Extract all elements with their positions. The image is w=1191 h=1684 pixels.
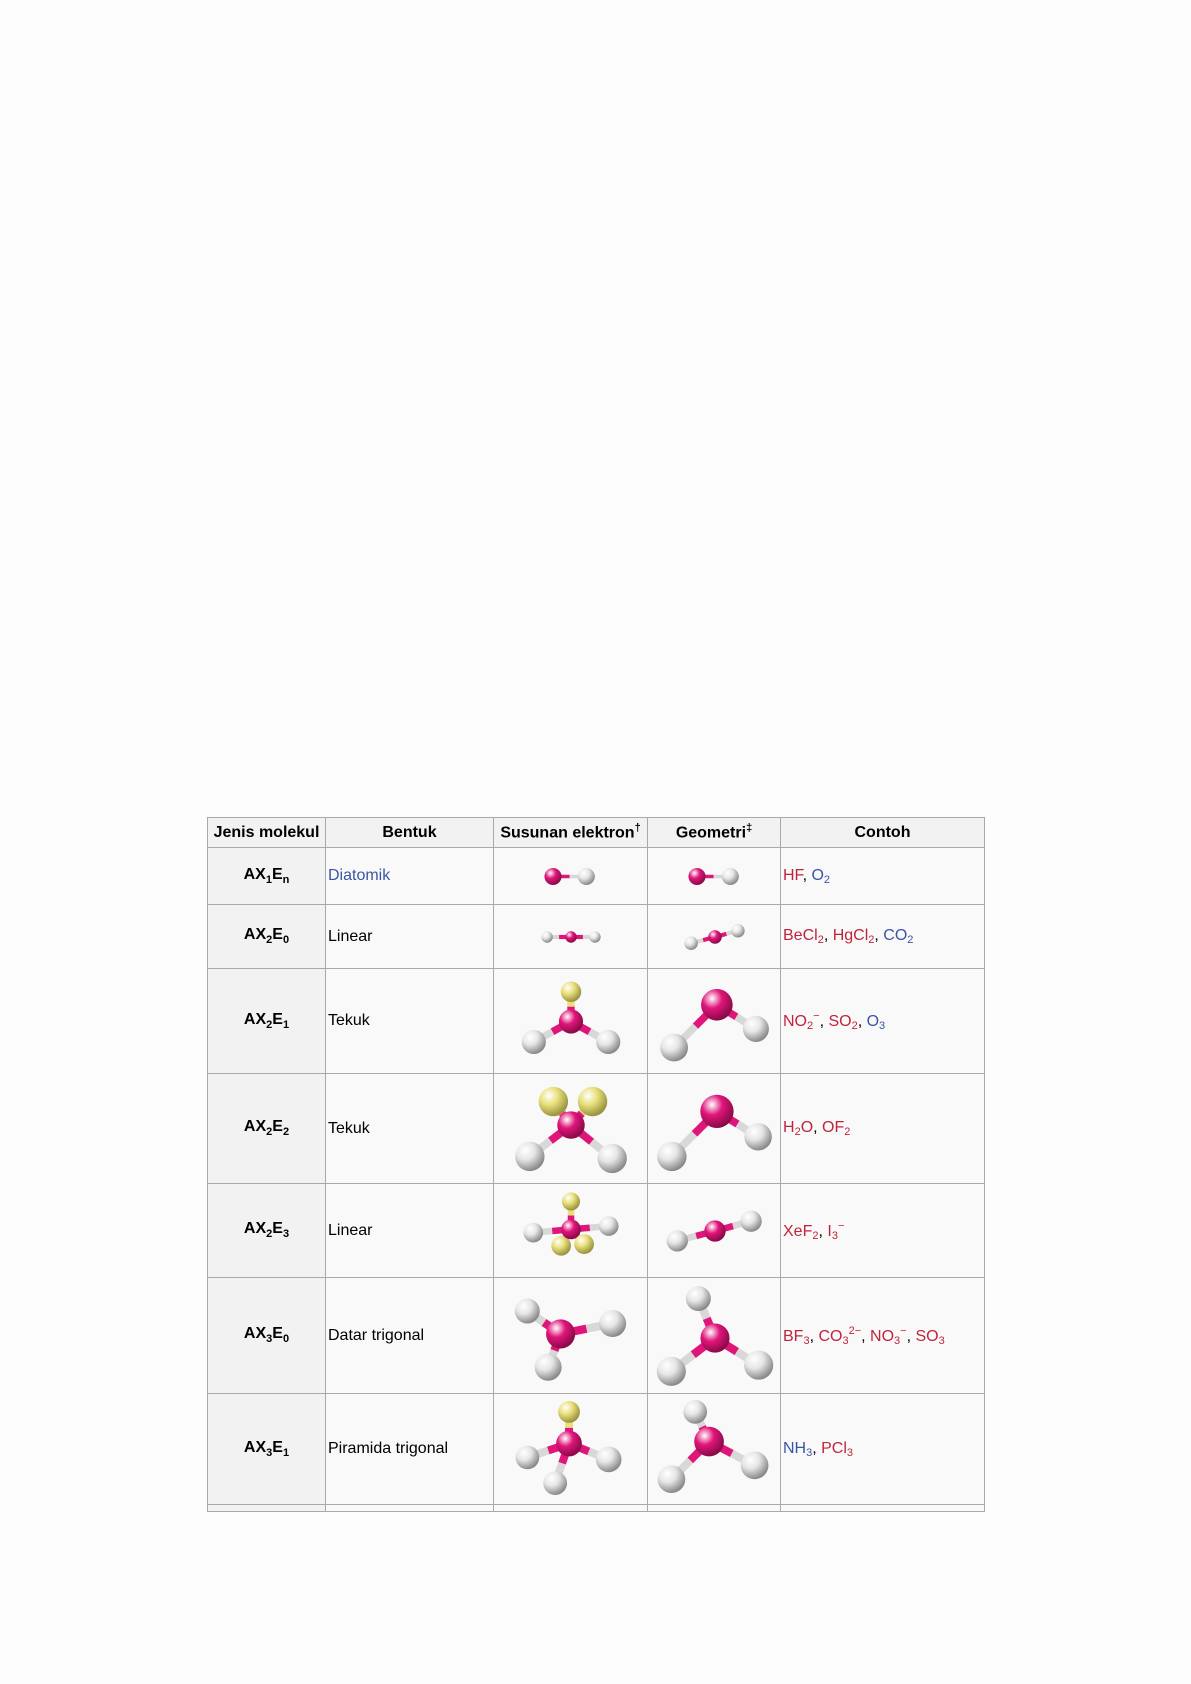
shape-cell: Tekuk <box>326 1074 494 1184</box>
formula-subscript: 2 <box>817 934 824 946</box>
molecule-model-tetrahedral-one-lone[interactable] <box>506 1400 636 1499</box>
molecule-type-cell <box>208 905 326 969</box>
type-e-count: 2 <box>282 1126 290 1139</box>
formula-text: BF <box>783 1327 804 1345</box>
formula-superscript: − <box>900 1324 907 1337</box>
type-x-count: 2 <box>266 934 273 947</box>
shape-cell: Tekuk <box>326 969 494 1074</box>
formula-text: NO <box>870 1327 895 1345</box>
lone-pair <box>561 1192 579 1210</box>
geometry-image-cell <box>648 905 781 969</box>
electron-arrangement-image-cell <box>494 1278 648 1394</box>
formula-subscript: 3 <box>806 1446 813 1459</box>
type-x-count: 2 <box>266 1019 273 1032</box>
formula-text: O <box>866 1013 880 1030</box>
ligand-atom <box>740 1210 761 1231</box>
shape-cell: Piramida trigonal <box>326 1394 494 1505</box>
ligand-atom <box>657 1141 686 1170</box>
ligand-atom <box>595 1446 621 1472</box>
molecule-type-cell <box>208 848 326 905</box>
table-row <box>208 1184 985 1278</box>
table-row <box>208 848 985 905</box>
type-ax: AX <box>243 1220 267 1238</box>
ligand-atom <box>686 1286 711 1311</box>
ligand-atom <box>667 1230 688 1251</box>
table-header-row <box>208 818 985 848</box>
type-e: E <box>271 865 283 883</box>
molecule-model-diatomic[interactable] <box>506 854 636 899</box>
double-dagger-footnote-mark[interactable]: ‡ <box>746 822 753 835</box>
electron-arrangement-image-cell <box>494 1074 648 1184</box>
type-x-count: 1 <box>265 874 272 887</box>
table-row <box>208 1278 985 1394</box>
molecule-model-pyramidal[interactable] <box>650 1400 780 1499</box>
example-compound-link[interactable] <box>783 927 824 944</box>
table-row <box>208 905 985 969</box>
formula-text: PCl <box>821 1439 847 1457</box>
example-compound-link[interactable] <box>783 1440 812 1457</box>
formula-subscript: 2 <box>868 934 875 946</box>
central-atom <box>694 1426 724 1456</box>
example-separator: , <box>857 1013 867 1030</box>
formula-subscript: 2 <box>823 873 831 886</box>
truncated-cell <box>781 1505 985 1512</box>
example-separator: , <box>906 1327 916 1345</box>
vsepr-geometry-table <box>207 817 985 1512</box>
molecule-type-cell <box>208 1278 326 1394</box>
formula-text: H <box>783 1119 795 1136</box>
molecule-type-cell <box>208 1184 326 1278</box>
dagger-footnote-mark[interactable]: † <box>634 822 641 835</box>
lone-pair <box>558 1400 580 1422</box>
formula-subscript: 3 <box>842 1334 849 1347</box>
formula-text: OF <box>822 1119 845 1136</box>
electron-arrangement-image-cell <box>494 969 648 1074</box>
molecule-model-trigonal-planar[interactable] <box>506 1284 636 1388</box>
geometry-image-cell <box>648 1394 781 1505</box>
ligand-atom <box>722 867 739 884</box>
ligand-atom <box>657 1356 686 1385</box>
molecule-type-cell <box>208 1074 326 1184</box>
molecule-model-bent[interactable] <box>650 975 780 1068</box>
header-geometry[interactable]: Geometri‡ <box>648 818 781 848</box>
truncated-cell <box>208 1505 326 1512</box>
central-atom <box>558 1009 582 1033</box>
lone-pair <box>560 981 580 1001</box>
central-atom <box>565 931 576 942</box>
type-ax: AX <box>243 865 266 883</box>
header-molecule-type[interactable]: Jenis molekul <box>208 818 326 848</box>
formula-subscript: 2 <box>907 934 914 946</box>
example-separator: , <box>861 1327 871 1345</box>
example-separator: , <box>809 1327 819 1345</box>
type-e: E <box>272 1010 283 1028</box>
example-separator: , <box>813 1119 823 1136</box>
type-x-count: 2 <box>266 1126 273 1139</box>
example-compound-link[interactable] <box>783 1010 820 1032</box>
truncated-cell <box>494 1505 648 1512</box>
ligand-atom <box>744 1123 771 1150</box>
truncated-cell <box>326 1505 494 1512</box>
example-compound-link[interactable] <box>783 1119 813 1136</box>
truncated-next-row <box>208 1505 985 1512</box>
formula-text: CO <box>818 1327 843 1345</box>
ligand-atom <box>541 931 552 942</box>
examples-cell <box>781 848 985 905</box>
formula-subscript: 2 <box>794 1126 801 1138</box>
formula-superscript: − <box>837 1219 845 1232</box>
type-e-count: 1 <box>282 1447 290 1460</box>
ligand-atom <box>731 924 745 938</box>
formula-superscript: 2− <box>848 1324 862 1337</box>
formula-text: O <box>800 1119 814 1136</box>
example-separator: , <box>802 866 812 884</box>
shape-cell: Datar trigonal <box>326 1278 494 1394</box>
formula-text: I <box>827 1222 832 1240</box>
ligand-atom <box>598 1216 618 1236</box>
central-atom <box>544 867 561 884</box>
molecule-model-bipyramidal-three-lone[interactable] <box>506 1190 636 1272</box>
molecule-model-tetrahedral-two-lone[interactable] <box>506 1080 636 1178</box>
lone-pair <box>551 1235 571 1255</box>
formula-subscript: 2 <box>812 1229 819 1242</box>
formula-text: NH <box>783 1439 807 1457</box>
ligand-atom <box>589 931 600 942</box>
example-compound-link[interactable] <box>828 1013 857 1030</box>
example-compound-link[interactable] <box>833 927 875 944</box>
formula-subscript: 3 <box>894 1334 901 1347</box>
example-compound-link[interactable] <box>827 1219 845 1242</box>
central-atom <box>556 1430 582 1456</box>
formula-text: XeF <box>783 1222 813 1240</box>
formula-superscript: − <box>813 1010 820 1022</box>
electron-arrangement-image-cell <box>494 1394 648 1505</box>
type-x-count: 3 <box>266 1447 273 1460</box>
shape-link[interactable]: Diatomik <box>326 848 494 905</box>
shape-cell: Linear <box>326 905 494 969</box>
molecule-model-trigonal-one-lone[interactable] <box>506 975 636 1068</box>
type-e-count: 1 <box>282 1019 290 1032</box>
header-shape[interactable]: Bentuk <box>326 818 494 848</box>
examples-cell <box>781 905 985 969</box>
type-e: E <box>272 1438 283 1456</box>
type-e: E <box>272 1220 283 1238</box>
type-ax: AX <box>243 926 267 944</box>
ligand-atom <box>684 936 698 950</box>
ligand-atom <box>523 1222 543 1242</box>
formula-subscript: 2 <box>851 1020 858 1032</box>
formula-text: HgCl <box>832 927 869 944</box>
formula-text: HF <box>783 866 803 884</box>
formula-subscript: 3 <box>831 1229 838 1242</box>
formula-text: O <box>811 866 824 884</box>
examples-cell <box>781 1074 985 1184</box>
example-separator: , <box>819 1013 829 1030</box>
truncated-cell <box>648 1505 781 1512</box>
example-compound-link[interactable] <box>783 867 803 884</box>
example-separator: , <box>823 927 833 944</box>
ligand-atom <box>743 1015 769 1041</box>
type-ax: AX <box>243 1325 267 1343</box>
header-examples[interactable]: Contoh <box>781 818 985 848</box>
example-compound-link[interactable] <box>783 1328 810 1345</box>
formula-subscript: 3 <box>846 1446 854 1459</box>
molecule-model-bent[interactable] <box>650 1080 780 1178</box>
geometry-image-cell <box>648 1074 781 1184</box>
electron-arrangement-image-cell <box>494 1184 648 1278</box>
molecule-model-linear-tilted[interactable] <box>650 1190 780 1272</box>
central-atom <box>546 1319 575 1348</box>
table-row <box>208 1394 985 1505</box>
ligand-atom <box>515 1141 544 1170</box>
table-row <box>208 969 985 1074</box>
header-electron-arrangement[interactable]: Susunan elektron† <box>494 818 648 848</box>
type-e: E <box>272 1325 283 1343</box>
formula-text: SO <box>915 1327 939 1345</box>
central-atom <box>704 1220 725 1241</box>
molecule-model-linear-tilted[interactable] <box>650 911 780 963</box>
example-compound-link[interactable] <box>811 867 830 884</box>
example-compound-link[interactable] <box>818 1324 862 1347</box>
type-e: E <box>272 1118 283 1136</box>
geometry-image-cell <box>648 969 781 1074</box>
example-compound-link[interactable] <box>867 1013 886 1030</box>
examples-cell <box>781 1184 985 1278</box>
geometry-image-cell <box>648 1184 781 1278</box>
type-ax: AX <box>243 1118 267 1136</box>
central-atom <box>700 1323 729 1352</box>
central-atom <box>557 1111 584 1138</box>
ligand-atom <box>521 1029 545 1053</box>
formula-text: BeCl <box>783 927 818 944</box>
example-compound-link[interactable] <box>783 1223 818 1240</box>
example-compound-link[interactable] <box>870 1324 907 1347</box>
geometry-image-cell <box>648 1278 781 1394</box>
central-atom <box>701 988 733 1020</box>
lone-pair <box>574 1234 594 1254</box>
ligand-atom <box>543 1471 567 1495</box>
type-ax: AX <box>243 1438 267 1456</box>
examples-cell <box>781 969 985 1074</box>
electron-arrangement-image-cell <box>494 848 648 905</box>
lone-pair <box>538 1086 567 1115</box>
ligand-atom <box>660 1033 688 1061</box>
table-row <box>208 1074 985 1184</box>
type-e-count: 0 <box>282 934 290 947</box>
formula-subscript: 2 <box>844 1126 851 1138</box>
formula-subscript: 3 <box>938 1334 945 1347</box>
molecule-type-cell <box>208 1394 326 1505</box>
example-compound-link[interactable] <box>821 1440 853 1457</box>
formula-text: CO <box>883 927 908 944</box>
formula-subscript: 3 <box>803 1334 810 1347</box>
ligand-atom <box>577 867 594 884</box>
examples-cell <box>781 1278 985 1394</box>
geometry-image-cell <box>648 848 781 905</box>
ligand-atom <box>515 1445 539 1469</box>
ligand-atom <box>596 1029 620 1053</box>
type-e: E <box>272 926 283 944</box>
type-ax: AX <box>243 1010 267 1028</box>
type-e-count: 3 <box>282 1228 290 1241</box>
ligand-atom <box>658 1465 686 1493</box>
lone-pair <box>577 1086 606 1115</box>
ligand-atom <box>744 1350 773 1379</box>
central-atom <box>561 1219 581 1239</box>
example-separator: , <box>874 927 884 944</box>
ligand-atom <box>683 1400 707 1424</box>
molecule-type-cell <box>208 969 326 1074</box>
central-atom <box>700 1094 733 1127</box>
examples-cell <box>781 1394 985 1505</box>
formula-subscript: 3 <box>879 1020 886 1032</box>
example-compound-link[interactable] <box>915 1328 944 1345</box>
type-e-count: n <box>282 874 290 887</box>
type-x-count: 2 <box>266 1228 273 1241</box>
formula-subscript: 2 <box>807 1020 814 1032</box>
example-compound-link[interactable] <box>883 927 913 944</box>
formula-text: NO <box>783 1013 807 1030</box>
molecule-model-linear[interactable] <box>506 911 636 963</box>
example-separator: , <box>812 1439 822 1457</box>
central-atom <box>708 930 722 944</box>
type-e-count: 0 <box>282 1333 290 1346</box>
central-atom <box>688 867 705 884</box>
ligand-atom <box>534 1353 561 1380</box>
example-separator: , <box>818 1222 828 1240</box>
type-x-count: 3 <box>266 1333 273 1346</box>
ligand-atom <box>599 1310 626 1337</box>
ligand-atom <box>741 1451 769 1479</box>
shape-cell: Linear <box>326 1184 494 1278</box>
ligand-atom <box>597 1143 626 1172</box>
molecule-model-diatomic[interactable] <box>650 854 780 899</box>
electron-arrangement-image-cell <box>494 905 648 969</box>
formula-text: SO <box>828 1013 852 1030</box>
molecule-model-trigonal-planar-front[interactable] <box>650 1284 780 1388</box>
ligand-atom <box>514 1298 539 1323</box>
example-compound-link[interactable] <box>822 1119 850 1136</box>
